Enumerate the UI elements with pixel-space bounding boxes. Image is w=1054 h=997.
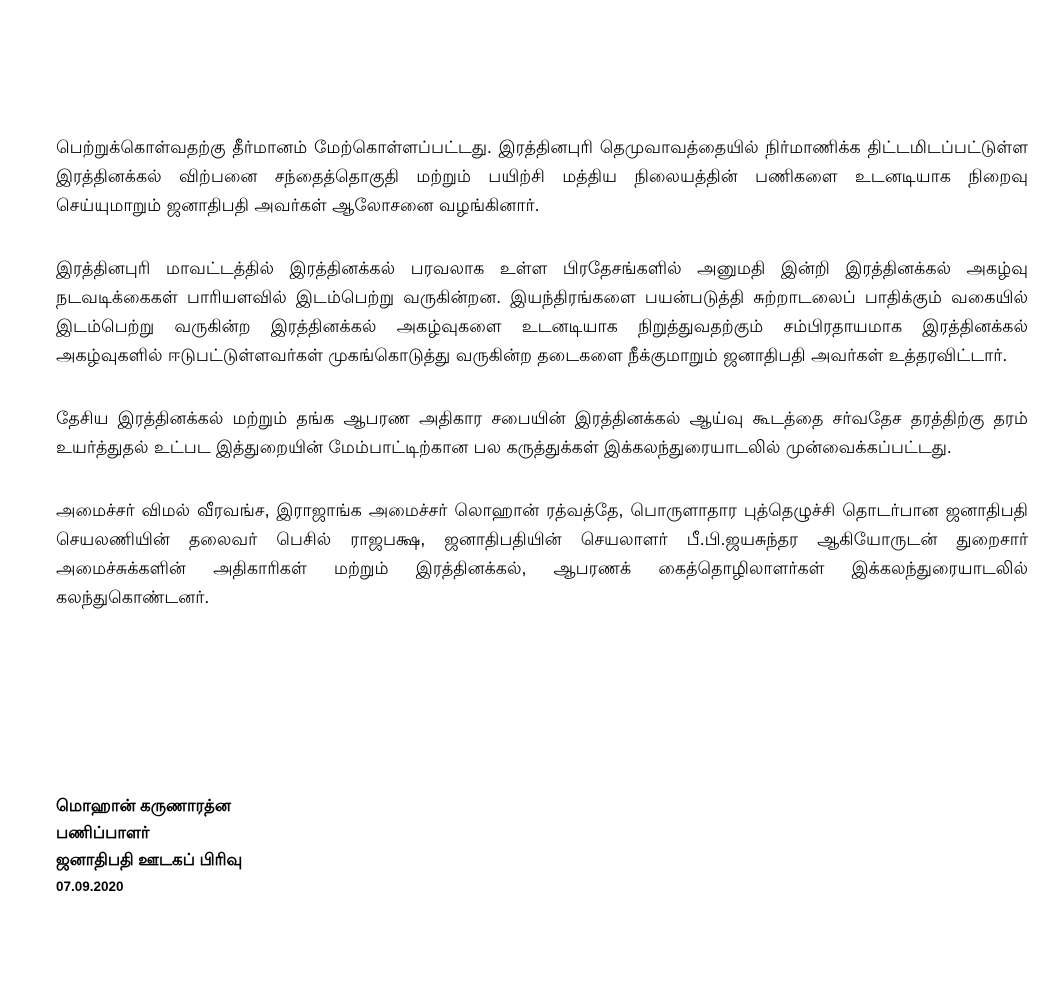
document-body [56, 133, 1028, 646]
signatory-division: ஜனாதிபதி ஊடகப் பிரிவு [56, 851, 243, 869]
signature-block [56, 793, 656, 898]
signatory-title: பணிப்பாளர் [56, 824, 150, 842]
paragraph-1: பெற்றுக்கொள்வதற்கு தீர்மானம் மேற்கொள்ளப்பட்டது. இரத்தினபுரி தெமுவாவத்தையில் நிர்மாணிக்க திட்டமிடப்பட்டுள்ள இரத்தினக்கல் விற்பனை சந்தைத்தொகுதி மற்றும் பயிற்சி மத்திய நிலையத்தின் பணிகளை உடனடியாக நிறைவு செய்யுமாறும் ஜனாதிபதி அவர்கள் ஆலோசனை வழங்கினார். [56, 137, 1028, 215]
document-date: 07.09.2020 [56, 879, 124, 894]
paragraph-3: தேசிய இரத்தினக்கல் மற்றும் தங்க ஆபரண அதிகார சபையின் இரத்தினக்கல் ஆய்வு கூடத்தை சர்வதேச தரத்திற்கு தரம் உயர்த்துதல் உட்பட இத்துறையின் மேம்பாட்டிற்கான பல கருத்துக்கள் இக்கலந்துரையாடலில் முன்வைக்கப்பட்டது. [56, 408, 1028, 457]
paragraph-4: அமைச்சர் விமல் வீரவங்ச, இராஜாங்க அமைச்சர் லொஹான் ரத்வத்தே, பொருளாதார புத்தெழுச்சி தொடர்பான ஜனாதிபதி செயலணியின் தலைவர் பெசில் ராஜபக்ஷ, ஜனாதிபதியின் செயலாளர் பீ.பி.ஜயசுந்தர ஆகியோருடன் துறைசார் அமைச்சுக்களின் அதிகாரிகள் மற்றும் இரத்தினக்கல், ஆபரணக் கைத்தொழிலாளர்கள் இக்கலந்துரையாடலில் கலந்துகொண்டனர். [56, 500, 1028, 607]
signatory-name: மொஹான் கருணாரத்ன [56, 797, 231, 815]
paragraph-2: இரத்தினபுரி மாவட்டத்தில் இரத்தினக்கல் பரவலாக உள்ள பிரதேசங்களில் அனுமதி இன்றி இரத்தினக்கல் அகழ்வு நடவடிக்கைகள் பாரியளவில் இடம்பெற்று வருகின்றன. இயந்திரங்களை பயன்படுத்தி சுற்றாடலைப் பாதிக்கும் வகையில் இடம்பெற்று வருகின்ற இரத்தினக்கல் அகழ்வுகளை உடனடியாக நிறுத்துவதற்கும் சம்பிரதாயமாக இரத்தினக்கல் அகழ்வுகளில் ஈடுபட்டுள்ளவர்கள் முகங்கொடுத்து வருகின்ற தடைகளை நீக்குமாறும் ஜனாதிபதி அவர்கள் உத்தரவிட்டார். [56, 258, 1028, 365]
